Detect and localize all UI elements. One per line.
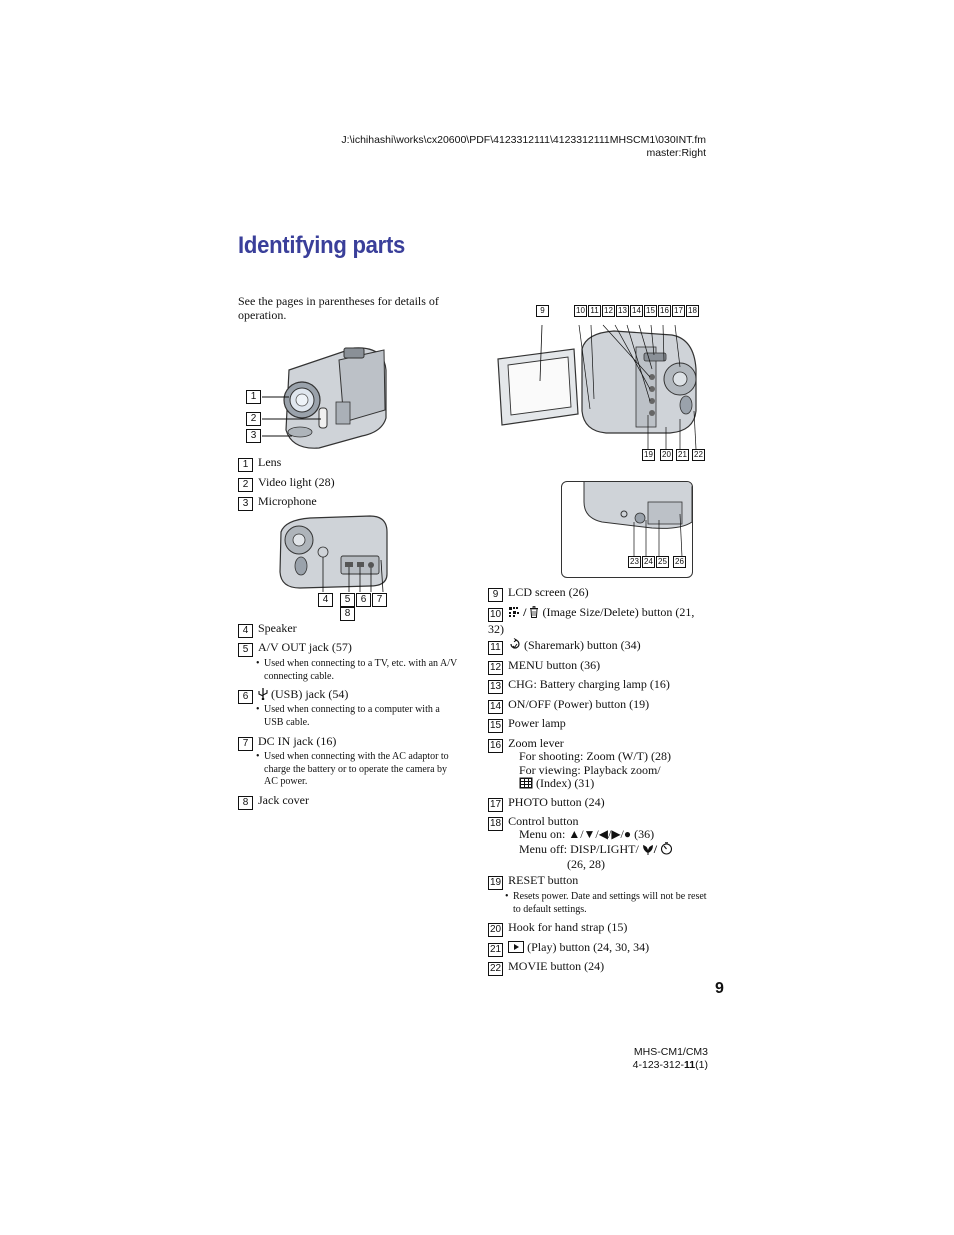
page-number: 9 [715, 980, 724, 997]
item-label: Power lamp [508, 716, 566, 730]
item-label: LCD screen (26) [508, 585, 589, 599]
camera-open-illustration [494, 303, 714, 463]
file-path: J:\ichihashi\works\cx20600\PDF\4123312111\4123312111MHSCM1\030INT.fm [341, 134, 706, 146]
item-label: (Sharemark) button (34) [524, 638, 641, 652]
sub-line: (26, 28) [567, 857, 605, 871]
list-item [238, 640, 352, 657]
code-bold: 11 [684, 1059, 696, 1071]
side-callouts [318, 593, 334, 607]
item-label: Lens [258, 455, 282, 469]
item-number: 6 [238, 690, 253, 704]
item-note: • Used when connecting with the AC adaptor to charge the battery or to operate the camera by AC power. [256, 751, 449, 787]
macro-icon [642, 842, 654, 859]
item-number: 22 [490, 963, 502, 974]
sub-line: For shooting: Zoom (W/T) (28) [519, 749, 671, 763]
callout-23: 23 [628, 556, 641, 568]
item-label: CHG: Battery charging lamp (16) [508, 677, 670, 691]
item-number: 11 [488, 641, 503, 655]
callout-16: 16 [658, 305, 671, 317]
callout-14: 14 [630, 305, 643, 317]
item-label: (USB) jack (54) [271, 687, 349, 701]
item-number: 15 [490, 720, 502, 731]
list-item [238, 687, 348, 704]
list-item [488, 658, 600, 675]
item-number: 5 [238, 643, 253, 657]
sub-line: Menu off: DISP/LIGHT/ [519, 841, 639, 856]
list-item [488, 716, 566, 733]
item-label: Control button [508, 814, 579, 828]
callout-12: 12 [602, 305, 615, 317]
list-item [238, 734, 336, 751]
list-item [238, 494, 317, 511]
item-label: MENU button (36) [508, 658, 601, 672]
list-item [238, 621, 297, 638]
list-item [488, 677, 670, 694]
callout-9: 9 [536, 305, 549, 317]
callout-10: 10 [574, 305, 587, 317]
page-title: Identifying parts [238, 232, 406, 259]
list-item [488, 873, 578, 890]
item-number: 1 [238, 458, 253, 472]
item-label: (Play) button (24, 30, 34) [527, 940, 650, 954]
open-callouts-top [574, 305, 700, 317]
note-text: Resets power. Date and settings will not be reset to default settings. [513, 891, 707, 915]
document-code [633, 1059, 708, 1072]
item-number: 19 [490, 877, 502, 888]
callout-18: 18 [686, 305, 699, 317]
item-number: 13 [490, 681, 502, 692]
callout-15: 15 [644, 305, 657, 317]
open-callout-19-wrap [642, 449, 656, 461]
code-suffix: (1) [695, 1059, 708, 1071]
callout-2: 2 [246, 412, 261, 426]
item-number: 12 [490, 662, 502, 673]
item-label: MOVIE button (24) [508, 959, 605, 973]
trash-icon [529, 606, 539, 621]
item-number: 3 [238, 497, 253, 511]
play-icon [508, 941, 524, 956]
item-number: 16 [490, 740, 502, 751]
callout-5: 5 [340, 593, 355, 607]
item-number: 21 [490, 944, 502, 955]
note-text: Used when connecting to a computer with a USB cable. [264, 704, 440, 728]
item-label: Zoom lever [508, 736, 564, 750]
item-sub-text [519, 750, 671, 793]
item-label: PHOTO button (24) [508, 795, 605, 809]
index-icon [519, 777, 533, 793]
callout-21: 21 [676, 449, 689, 461]
usb-icon [258, 687, 268, 703]
camera-side-illustration [275, 512, 395, 619]
list-item [238, 475, 335, 492]
callout-22: 22 [692, 449, 705, 461]
item-number: 17 [490, 799, 502, 810]
master-page-label: master:Right [646, 147, 706, 159]
code-prefix: 4-123-312- [632, 1059, 685, 1071]
bottom-callout-26-wrap [673, 556, 687, 568]
item-label: Hook for hand strap (15) [508, 920, 628, 934]
item-label: A/V OUT jack (57) [258, 640, 352, 654]
item-label: RESET button [508, 873, 579, 887]
callout-7: 7 [372, 593, 387, 607]
item-label: Speaker [258, 621, 297, 635]
item-number: 9 [488, 588, 503, 602]
self-timer-icon [660, 842, 673, 859]
item-number: 7 [238, 737, 253, 751]
side-callouts-group [340, 593, 395, 621]
open-callout-9-wrap [536, 305, 550, 317]
callout-8: 8 [340, 607, 355, 621]
list-item: 10 / (Image Size/Delete) button (21, 32) [488, 605, 695, 636]
item-label: Jack cover [258, 793, 309, 807]
item-label: Video light (28) [258, 475, 335, 489]
note-text: Used when connecting to a TV, etc. with an A/V connecting cable. [264, 658, 458, 682]
item-note: • Used when connecting to a TV, etc. with an A/V connecting cable. [256, 658, 458, 682]
list-item [238, 793, 309, 810]
item-label: (Image Size/Delete) button (21, 32) [488, 605, 695, 636]
list-item [488, 638, 641, 655]
sub-line: (Index) (31) [536, 776, 595, 790]
item-note: • Used when connecting to a computer with a USB cable. [256, 704, 440, 728]
callout-25: 25 [656, 556, 669, 568]
callout-26: 26 [673, 556, 686, 568]
callout-6: 6 [356, 593, 371, 607]
image-size-icon [508, 606, 520, 621]
item-number: 8 [238, 796, 253, 810]
item-number: 14 [490, 701, 502, 712]
item-label: ON/OFF (Power) button (19) [508, 697, 650, 711]
item-number: 4 [238, 624, 253, 638]
bottom-callouts [628, 556, 670, 568]
file-path-header [341, 134, 706, 160]
item-note: • Resets power. Date and settings will not be reset to default settings. [505, 891, 707, 915]
item-label: Microphone [258, 494, 317, 508]
camera-bottom-illustration [561, 481, 693, 578]
item-number: 20 [490, 924, 502, 935]
callout-1: 1 [246, 390, 261, 404]
callout-20: 20 [660, 449, 673, 461]
callout-17: 17 [672, 305, 685, 317]
list-item [488, 585, 589, 602]
list-item [488, 795, 605, 812]
callout-11: 11 [588, 305, 601, 317]
list-item [488, 959, 604, 976]
camera-front-drawing [244, 340, 394, 450]
intro-text: See the pages in parentheses for details of operation. [238, 294, 439, 322]
list-item [488, 697, 649, 714]
sub-line: For viewing: Playback zoom/ [519, 762, 661, 777]
note-text: Used when connecting with the AC adaptor to charge the battery or to operate the camera by AC power. [264, 751, 449, 787]
callout-13: 13 [616, 305, 629, 317]
item-label: DC IN jack (16) [258, 734, 337, 748]
item-number: 18 [490, 818, 502, 829]
callout-24: 24 [642, 556, 655, 568]
camera-front-illustration [244, 340, 394, 450]
sharemark-icon [508, 638, 521, 654]
open-callouts-bottom [660, 449, 706, 461]
item-number: 10 [490, 609, 502, 620]
callout-19: 19 [642, 449, 655, 461]
model-name: MHS-CM1/CM3 [633, 1046, 708, 1058]
callout-3: 3 [246, 429, 261, 443]
footer-model-code [633, 1046, 708, 1072]
list-item [488, 920, 627, 937]
item-number: 2 [238, 478, 253, 492]
list-item [238, 455, 281, 472]
camera-side-drawing [275, 512, 395, 592]
camera-open-drawing [494, 319, 714, 449]
list-item [488, 940, 649, 957]
callout-4: 4 [318, 593, 333, 607]
item-sub-text: Menu on: ▲/▼/◀/▶/● (36) Menu off: DISP/LIGHT/ / (26, 28) [519, 828, 673, 872]
sub-line: Menu on: ▲/▼/◀/▶/● (36) [519, 827, 655, 841]
